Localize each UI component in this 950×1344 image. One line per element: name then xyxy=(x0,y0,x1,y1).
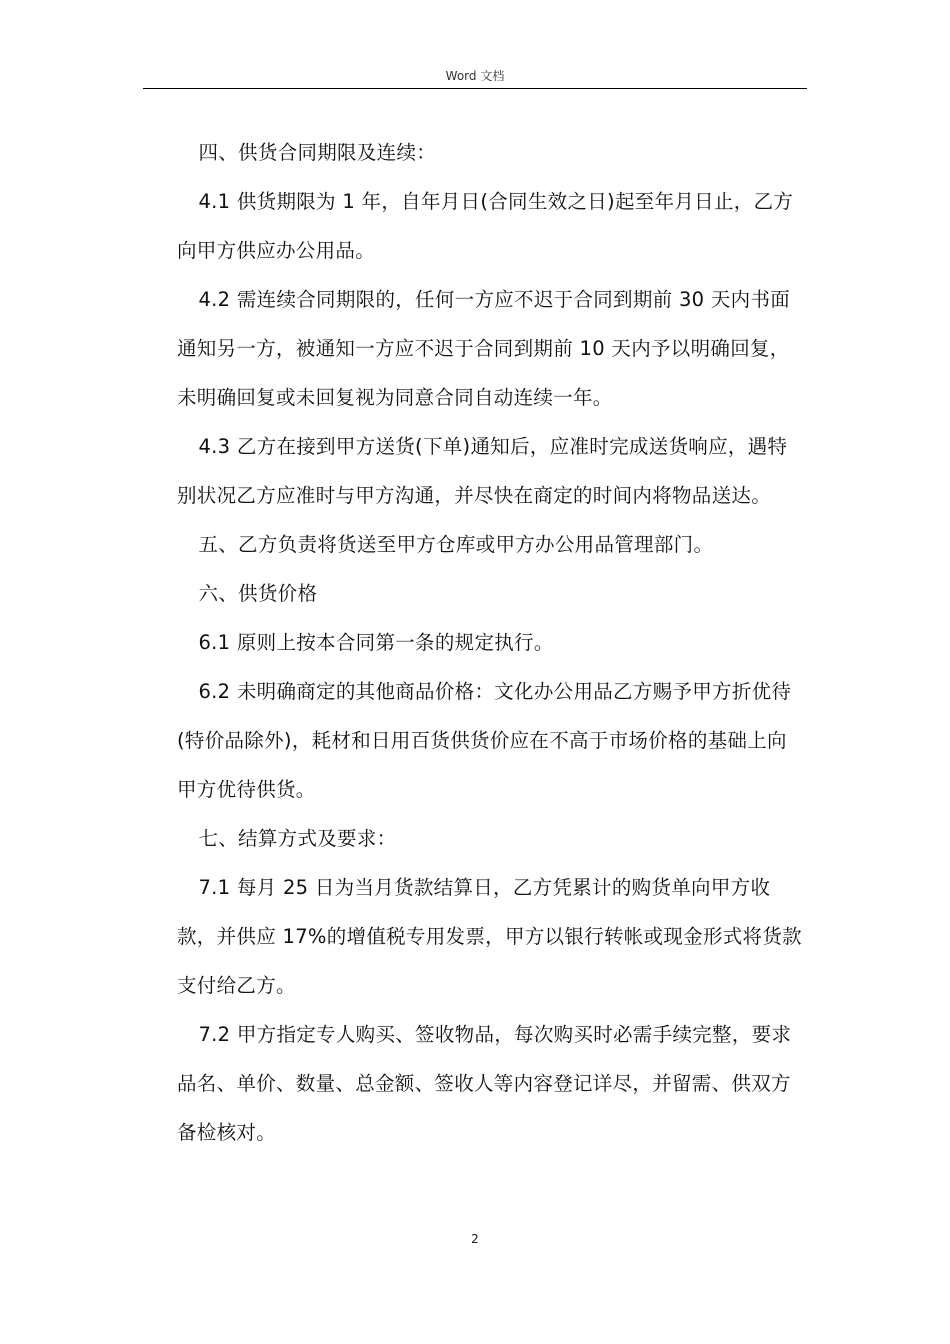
section-4-heading: 四、供货合同期限及连续： xyxy=(198,141,437,164)
page-number: 2 xyxy=(471,1232,479,1246)
section-7-heading: 七、结算方式及要求： xyxy=(198,827,397,850)
clause-4-3: 4.3 乙方在接到甲方送货(下单)通知后，应准时完成送货响应，遇特别状况乙方应准时与甲方沟通，并尽快在商定的时间内将物品送达。 xyxy=(177,435,788,507)
section-5-heading: 五、乙方负责将货送至甲方仓库或甲方办公用品管理部门。 xyxy=(198,533,714,556)
clause-4-2: 4.2 需连续合同期限的，任何一方应不迟于合同到期前 30 天内书面通知另一方，被通知一方应不迟于合同到期前 10 天内予以明确回复，未明确回复或未回复视为同意合同自动连续一年。 xyxy=(177,288,791,409)
section-6-heading: 六、供货价格 xyxy=(198,582,318,605)
document-body xyxy=(177,128,805,1157)
page-header-title: Word 文档 xyxy=(445,69,505,83)
clause-6-1: 6.1 原则上按本合同第一条的规定执行。 xyxy=(198,631,554,654)
clause-4-1: 4.1 供货期限为 1 年，自年月日(合同生效之日)起至年月日止，乙方向甲方供应办公用品。 xyxy=(177,190,794,262)
clause-7-2: 7.2 甲方指定专人购买、签收物品，每次购买时必需手续完整，要求品名、单价、数量、总金额、签收人等内容登记详尽，并留需、供双方备检核对。 xyxy=(177,1023,792,1144)
clause-6-2: 6.2 未明确商定的其他商品价格：文化办公用品乙方赐予甲方折优待(特价品除外)，耗材和日用百货供货价应在不高于市场价格的基础上向甲方优待供货。 xyxy=(177,680,792,801)
clause-7-1: 7.1 每月 25 日为当月货款结算日，乙方凭累计的购货单向甲方收款，并供应 17%的增值税专用发票，甲方以银行转帐或现金形式将货款支付给乙方。 xyxy=(177,876,802,997)
header-divider xyxy=(143,88,807,89)
